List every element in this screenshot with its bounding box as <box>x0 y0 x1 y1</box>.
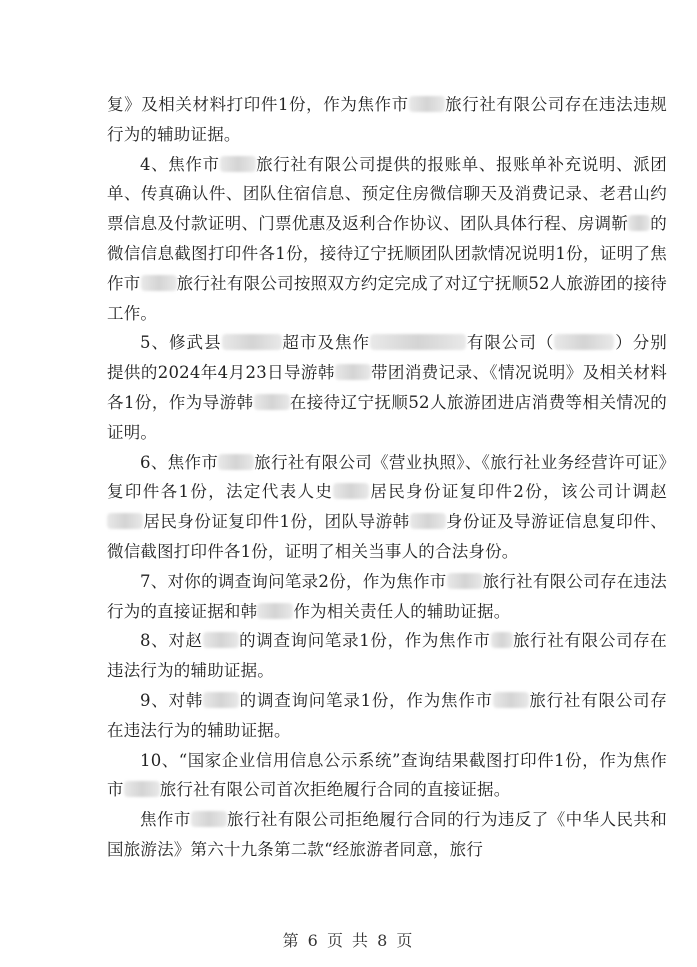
text-segment: 的调查询问笔录1份，作为焦作市 <box>238 631 491 651</box>
redaction-blur <box>493 692 529 708</box>
page-number-footer: 第 6 页 共 8 页 <box>282 931 415 950</box>
text-segment: 旅行社有限公司拒绝履行合同的行为违反了《中华人民共和国旅游法》第六十九条第二款“经旅游者同意，旅行 <box>107 810 667 859</box>
text-segment: 有限公司（ <box>466 333 555 353</box>
text-segment: 8、对赵 <box>140 631 203 651</box>
text-segment: 超市及焦作 <box>281 333 371 353</box>
text-segment: 焦作市 <box>140 810 191 830</box>
paragraph-conclusion <box>107 805 667 865</box>
paragraph-continuation <box>107 90 667 150</box>
text-segment: 复》及相关材料打印件1份，作为焦作市 <box>107 95 409 114</box>
text-segment: 带团消费记录、《情况说明》及相关材料各1份，作为导游韩 <box>107 363 668 412</box>
redaction-blur <box>141 275 177 291</box>
redaction-blur <box>409 96 445 112</box>
redaction-blur <box>124 781 160 797</box>
redaction-blur <box>203 692 239 708</box>
redaction-blur <box>370 334 466 350</box>
text-segment: 7、对你的调查询问笔录2份，作为焦作市 <box>140 571 447 591</box>
text-segment: ）分别提供的2024年4月23日导游韩 <box>107 333 668 383</box>
text-segment: 旅行社有限公司存在违法行为的直接证据和韩 <box>107 571 667 621</box>
redaction-blur <box>333 483 369 499</box>
redaction-blur <box>554 334 614 350</box>
redaction-blur <box>203 632 239 648</box>
text-segment: 旅行社有限公司存在违法违规行为的辅助证据。 <box>107 95 667 144</box>
redaction-blur <box>222 334 282 350</box>
paragraph-item-9 <box>107 686 667 746</box>
paragraph-item-6 <box>107 448 667 567</box>
text-segment: 4、焦作市 <box>140 154 220 174</box>
text-segment: 旅行社有限公司存在违法行为的辅助证据。 <box>107 631 667 681</box>
text-segment: 居民身份证复印件2份，该公司计调赵 <box>369 482 667 502</box>
text-segment: 9、对韩 <box>140 690 204 710</box>
redaction-blur <box>628 215 650 231</box>
text-segment: 旅行社有限公司《营业执照》、《旅行社业务经营许可证》复印件各1份，法定代表人史 <box>107 452 668 502</box>
paragraph-item-8 <box>107 626 667 686</box>
redaction-blur <box>107 513 143 529</box>
paragraph-item-4 <box>107 150 667 329</box>
text-segment: 的调查询问笔录1份，作为焦作市 <box>239 690 493 710</box>
paragraph-item-7 <box>107 567 667 627</box>
text-segment: 旅行社有限公司存在违法行为的辅助证据。 <box>107 690 667 740</box>
text-segment: 6、焦作市 <box>140 452 219 472</box>
redaction-blur <box>410 513 446 529</box>
redaction-blur <box>191 811 227 827</box>
redaction-blur <box>218 454 254 470</box>
text-segment: 身份证及导游证信息复印件、微信截图打印件各1份，证明了相关当事人的合法身份。 <box>107 512 667 561</box>
text-segment: 在接待辽宁抚顺52人旅游团进店消费等相关情况的证明。 <box>107 392 667 442</box>
text-segment: 旅行社有限公司提供的报账单、报账单补充说明、派团单、传真确认件、团队住宿信息、预定住房微信聊天及消费记录、老君山约票信息及付款证明、门票优惠及返利合作协议、团队具体行程、房调靳 <box>107 154 667 234</box>
text-segment: 作为相关责任人的辅助证据。 <box>293 601 511 621</box>
text-segment: 居民身份证复印件1份，团队导游韩 <box>143 512 410 532</box>
paragraph-item-5 <box>107 328 667 447</box>
redaction-blur <box>257 603 293 619</box>
redaction-blur <box>220 156 256 172</box>
redaction-blur <box>447 573 483 589</box>
redaction-blur <box>335 364 371 380</box>
paragraph-item-10 <box>107 746 667 806</box>
document-body <box>107 90 667 865</box>
text-segment: 的微信信息截图打印件各1份，接待辽宁抚顺团队团款情况说明1份，证明了焦作市 <box>107 214 667 293</box>
text-segment: 旅行社有限公司首次拒绝履行合同的直接证据。 <box>159 780 511 800</box>
text-segment: 10、“国家企业信用信息公示系统”查询结果截图打印件1份，作为焦作市 <box>107 750 667 800</box>
text-segment: 旅行社有限公司按照双方约定完成了对辽宁抚顺52人旅游团的接待工作。 <box>107 273 668 323</box>
redaction-blur <box>254 394 290 410</box>
redaction-blur <box>491 632 513 648</box>
text-segment: 5、修武县 <box>140 333 222 353</box>
